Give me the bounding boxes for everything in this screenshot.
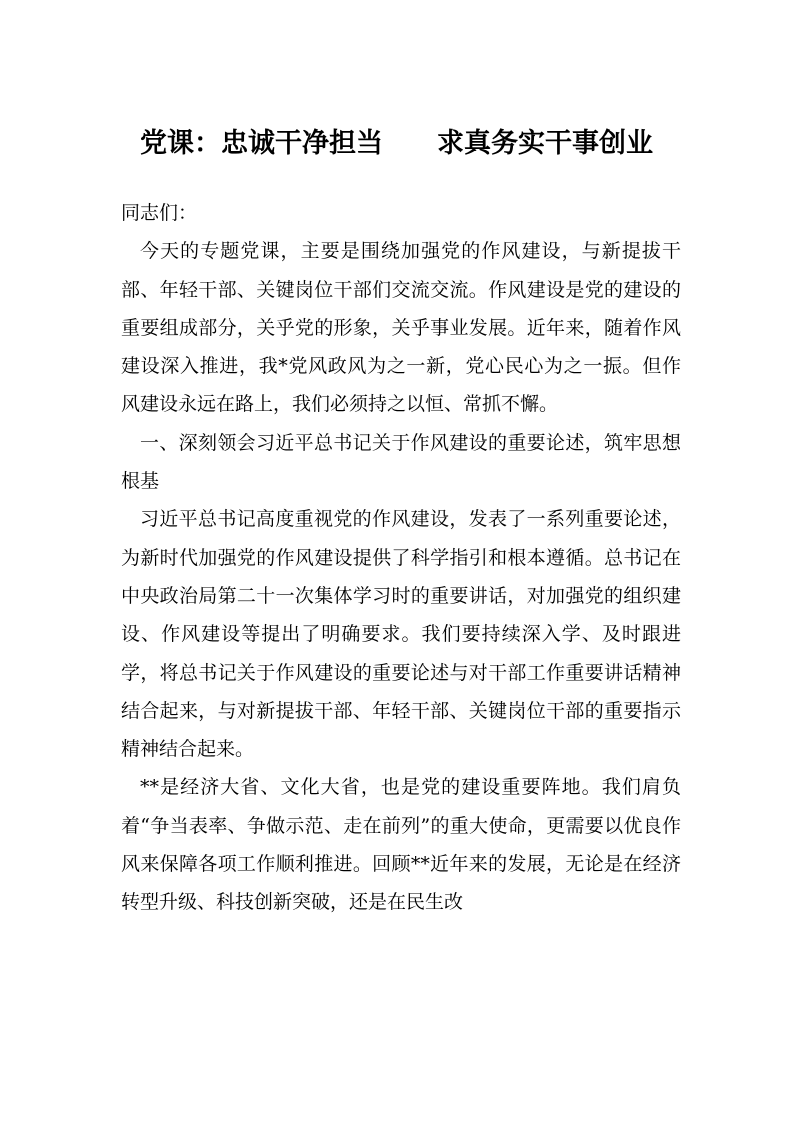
salutation: 同志们： <box>121 202 198 224</box>
document-title: 党课：忠诚干净担当 求真务实干事创业 <box>140 128 653 159</box>
document-body <box>121 194 681 922</box>
paragraph-1: 习近平总书记高度重视党的作风建设，发表了一系列重要论述，为新时代加强党的作风建设提供了科学指引和根本遵循。总书记在中央政治局第二十一次集体学习时的重要讲话，对加强党的组织建设、作风建设等提出了明确要求。我们要持续深入学、及时跟进学，将总书记关于作风建设的重要论述与对干部工作重要讲话精神结合起来，与对新提拔干部、年轻干部、关键岗位干部的重要指示精神结合起来。 <box>121 508 681 761</box>
paragraph-2: **是经济大省、文化大省，也是党的建设重要阵地。我们肩负着“争当表率、争做示范、走在前列”的重大使命，更需要以优良作风来保障各项工作顺利推进。回顾**近年来的发展，无论是在经济转型升级、科技创新突破，还是在民生改 <box>121 776 681 914</box>
paragraph-intro: 今天的专题党课，主要是围绕加强党的作风建设，与新提拔干部、年轻干部、关键岗位干部们交流交流。作风建设是党的建设的重要组成部分，关乎党的形象，关乎事业发展。近年来，随着作风建设深入推进，我*党风政风为之一新，党心民心为之一振。但作风建设永远在路上，我们必须持之以恒、常抓不懈。 <box>121 240 681 416</box>
section-heading-1: 一、深刻领会习近平总书记关于作风建设的重要论述，筑牢思想根基 <box>121 431 681 493</box>
